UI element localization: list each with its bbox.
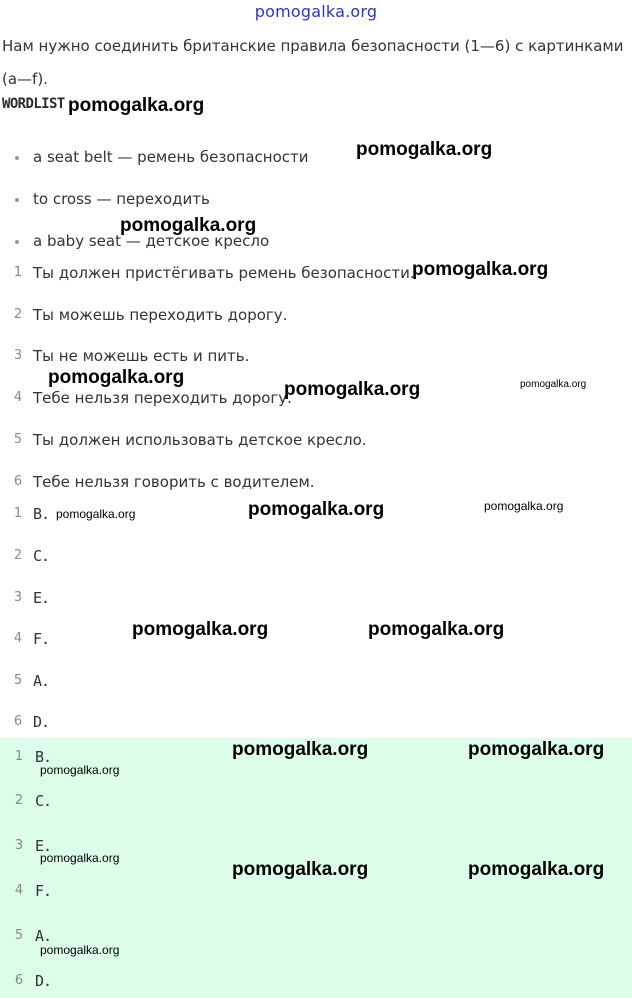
rule-text: Ты можешь переходить дорогу.	[33, 306, 288, 324]
rule-number: 6	[13, 474, 23, 489]
watermark: pomogalka.org	[468, 739, 605, 760]
answer-number: 4	[13, 631, 23, 646]
watermark: pomogalka.org	[356, 139, 493, 160]
watermark: pomogalka.org	[120, 215, 257, 236]
watermark: pomogalka.org	[40, 943, 120, 957]
rule-text: Ты должен пристёгивать ремень безопасности.	[33, 264, 415, 282]
rule-text: Ты должен использовать детское кресло.	[33, 431, 367, 449]
answer-letter: C.	[35, 792, 52, 810]
wordlist-title: WORDLIST	[2, 96, 65, 112]
answer-letter: B.	[33, 505, 50, 523]
watermark: pomogalka.org	[284, 379, 421, 400]
answer-number: 6	[13, 714, 23, 729]
answer-letter: F.	[33, 630, 50, 648]
rule-number: 1	[13, 265, 23, 280]
answer-number: 6	[14, 973, 24, 988]
answer-letter: B.	[35, 748, 52, 766]
answer-letter: A.	[35, 927, 52, 945]
rule-number: 3	[13, 348, 23, 363]
answer-number: 1	[13, 506, 23, 521]
answer-number: 5	[13, 673, 23, 688]
answer-number: 3	[13, 590, 23, 605]
rule-number: 2	[13, 307, 23, 322]
watermark: pomogalka.org	[68, 95, 205, 116]
answer-letter: D.	[35, 972, 52, 990]
answer-number: 2	[14, 793, 24, 808]
answer-number: 4	[14, 883, 24, 898]
watermark: pomogalka.org	[232, 859, 369, 880]
watermark: pomogalka.org	[248, 499, 385, 520]
answer-number: 1	[14, 749, 24, 764]
answer-letter: F.	[35, 882, 52, 900]
watermark: pomogalka.org	[468, 859, 605, 880]
watermark: pomogalka.org	[40, 851, 120, 865]
watermark: pomogalka.org	[56, 507, 136, 521]
answer-letter: E.	[33, 589, 50, 607]
task-text: Нам нужно соединить британские правила безопасности (1—6) с картинками (a—f).	[2, 37, 624, 88]
rule-text: Тебе нельзя переходить дорогу.	[33, 389, 292, 407]
answer-letter: E.	[35, 837, 52, 855]
watermark: pomogalka.org	[132, 619, 269, 640]
watermark: pomogalka.org	[48, 367, 185, 388]
rule-text: Ты не можешь есть и пить.	[33, 347, 250, 365]
rule-text: Тебе нельзя говорить с водителем.	[33, 473, 315, 491]
bullet-icon	[15, 198, 19, 202]
site-header-link[interactable]: pomogalka.org	[254, 2, 378, 21]
bullet-icon	[15, 240, 19, 244]
answer-letter: C.	[33, 547, 50, 565]
watermark: pomogalka.org	[484, 499, 564, 513]
bullet-icon	[15, 156, 19, 160]
watermark: pomogalka.org	[232, 739, 369, 760]
answer-number: 2	[13, 548, 23, 563]
answer-letter: D.	[33, 713, 50, 731]
rule-number: 4	[13, 390, 23, 405]
watermark: pomogalka.org	[40, 763, 120, 777]
answer-number: 3	[14, 838, 24, 853]
answer-letter: A.	[33, 672, 50, 690]
rule-number: 5	[13, 432, 23, 447]
watermark: pomogalka.org	[412, 259, 549, 280]
watermark: pomogalka.org	[368, 619, 505, 640]
watermark: pomogalka.org	[520, 379, 587, 390]
answer-number: 5	[14, 928, 24, 943]
